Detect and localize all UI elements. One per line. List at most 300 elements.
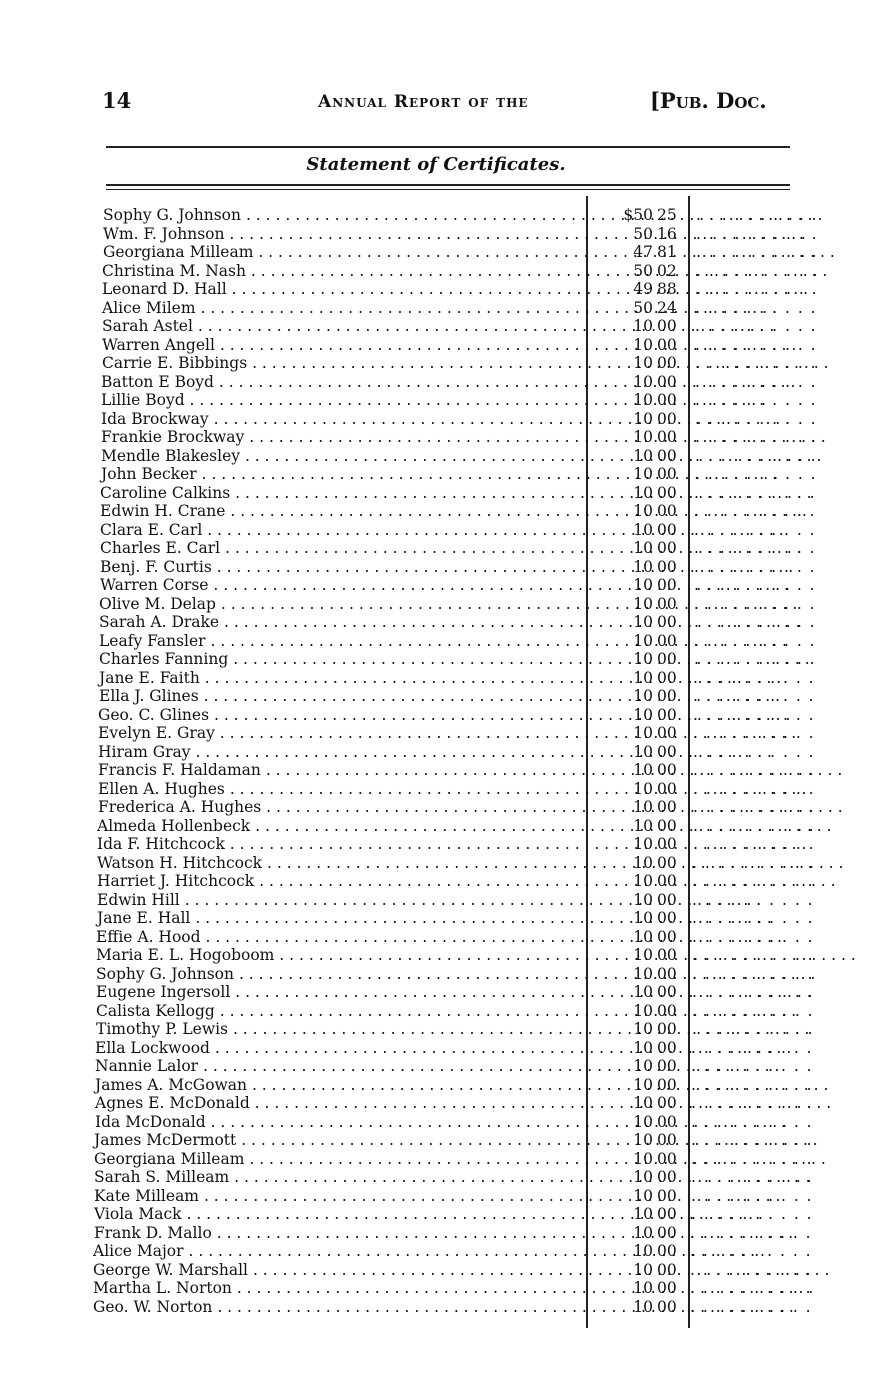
table-row (0, 243, 872, 262)
recipient-name: Hiram Gray . . . (98, 743, 584, 762)
amount-cents: 00 (657, 520, 677, 539)
page-header (0, 88, 872, 120)
table-row (0, 1094, 872, 1113)
amount-cents: 00 (657, 1038, 677, 1057)
recipient-name: Kate Milleam . . . (94, 1187, 584, 1206)
recipient-name: Frank D. Mallo . . . (94, 1224, 584, 1243)
double-rule-bottom (106, 189, 790, 190)
amount-cents: 00 (657, 1001, 677, 1020)
table-row (0, 410, 872, 429)
amount-cents: 00 (657, 687, 677, 705)
recipient-name: Timothy P. Lewis . . . (96, 1020, 584, 1039)
leader-dots: . . . . . . . . . . (693, 742, 816, 761)
amount-dollars: 10 (633, 1242, 653, 1260)
table-row (0, 761, 872, 780)
recipient-name: Sarah S. Milleam . . . (94, 1168, 584, 1187)
recipient-name: Mendle Blakesley . . . (101, 447, 585, 466)
table-row (0, 817, 872, 836)
amount-cents: 00 (657, 446, 677, 465)
leader-dots: . . . . . . . . . . (695, 428, 818, 446)
leader-dots: . . . . . . . . . . (694, 483, 817, 502)
table-row (0, 798, 872, 817)
leader-dots: . . . . . . . . . . (696, 261, 819, 280)
table-row (0, 1150, 872, 1169)
amount-dollars: 10 (633, 872, 653, 890)
amount-cents: 00 (657, 705, 677, 724)
recipient-name: Sarah A. Drake . . . (99, 613, 585, 632)
table-row (0, 1242, 872, 1261)
recipient-name: Jane E. Hall . . . (97, 909, 584, 928)
leader-dots: . . . . . . . . . . (692, 983, 815, 1001)
recipient-name: Martha L. Norton . . . (93, 1279, 584, 1298)
leader-dots: . . . . . . . . . . (693, 668, 816, 687)
table-row (0, 576, 872, 595)
amount-cents: 00 (657, 1094, 677, 1112)
amount-cents: 00 (657, 798, 677, 816)
amount-dollars: 10 (633, 354, 653, 372)
recipient-name: Lillie Boyd . . . (101, 391, 585, 410)
amount-dollars: 10 (633, 964, 653, 983)
table-row (0, 1279, 872, 1298)
recipient-name: Charles E. Carl . . . (100, 539, 585, 558)
recipient-name: Harriet J. Hitchcock . . . (97, 872, 584, 891)
table-row (0, 354, 872, 373)
amount-cents: 00 (657, 909, 677, 927)
recipient-name: Nannie Lalor . . . (95, 1057, 584, 1076)
amount-cents: 00 (657, 372, 677, 391)
leader-dots: . . . . . . . . . . (690, 1279, 813, 1297)
table-row (0, 928, 872, 947)
recipient-name: Frankie Brockway . . . (101, 428, 585, 447)
table-row (0, 558, 872, 577)
running-title: Annual Report of the (318, 92, 529, 112)
leader-dots: . . . . . . . . . . (693, 687, 816, 705)
recipient-name: Carrie E. Bibbings . . . (102, 354, 585, 373)
amount-cents: 00 (657, 354, 677, 372)
recipient-name: Sarah Astel . . . (102, 317, 585, 336)
amount-dollars: 10 (633, 557, 653, 576)
recipient-name: Alice Major . . . (93, 1242, 584, 1261)
recipient-name: Geo. C. Glines . . . (98, 706, 584, 725)
amount-cents: 00 (657, 502, 677, 520)
amount-dollars: 10 (633, 613, 653, 631)
section-title: Statement of Certificates. (306, 154, 566, 175)
amount-cents: 00 (657, 946, 677, 964)
table-row (0, 650, 872, 669)
table-row (0, 687, 872, 706)
amount-dollars: 10 (633, 372, 653, 391)
leader-dots: . . . . . . . . . . (696, 224, 819, 243)
amount-cents: 00 (657, 742, 677, 761)
table-row (0, 891, 872, 910)
amount-dollars: 10 (633, 446, 653, 465)
amount-cents: 00 (657, 1057, 677, 1075)
table-row (0, 280, 872, 299)
amount-dollars: 10 (633, 465, 653, 483)
amount-dollars: 10 (633, 798, 653, 816)
recipient-name: Francis F. Haldaman . . . (98, 761, 584, 780)
amount-cents: 00 (657, 391, 677, 409)
leader-dots: . . . . . . . . . . (695, 335, 818, 354)
amount-dollars: 10 (633, 1038, 653, 1057)
recipient-name: Warren Corse . . . (100, 576, 585, 595)
amount-dollars: 10 (633, 1297, 653, 1316)
table-row (0, 1020, 872, 1039)
amount-dollars: 10 (633, 742, 653, 761)
amount-cents: 00 (657, 1168, 677, 1186)
recipient-name: Effie A. Hood . . . (96, 928, 584, 947)
leader-dots: . . . . . . . . . . (696, 280, 819, 298)
recipient-name: Georgiana Milleam . . . (103, 243, 585, 262)
recipient-name: Ella Lockwood . . . (95, 1039, 584, 1058)
amount-dollars: 10 (633, 650, 653, 668)
amount-cents: 00 (657, 1242, 677, 1260)
table-row (0, 1298, 872, 1317)
recipient-name: Clara E. Carl . . . (100, 521, 585, 540)
amount-cents: 00 (657, 983, 677, 1001)
amount-cents: 00 (657, 594, 677, 613)
table-row (0, 336, 872, 355)
amount-cents: 00 (657, 1131, 677, 1149)
leader-dots: . . . . . . . . . . (691, 1168, 814, 1186)
leader-dots: . . . . . . . . . . (692, 946, 815, 964)
amount-dollars: 10 (633, 779, 653, 798)
table-row (0, 1205, 872, 1224)
leader-dots: . . . . . . . . . . (692, 853, 815, 872)
amount-cents: 00 (657, 835, 677, 853)
table-row (0, 447, 872, 466)
amount-cents: 00 (657, 613, 677, 631)
recipient-name: James McDermott . . . (94, 1131, 584, 1150)
amount-dollars: 10 (633, 1205, 653, 1223)
table-row (0, 484, 872, 503)
table-row (0, 835, 872, 854)
document-label: [Pub. Doc. (650, 88, 767, 113)
leader-dots: . . . . . . . . . . (692, 872, 815, 890)
table-row (0, 595, 872, 614)
table-row (0, 206, 872, 225)
leader-dots: . . . . . . . . . . (693, 761, 816, 779)
recipient-name: Frederica A. Hughes . . . (98, 798, 584, 817)
page-number: 14 (102, 88, 132, 113)
amount-dollars: 10 (633, 1112, 653, 1131)
table-row (0, 225, 872, 244)
recipient-name: Benj. F. Curtis . . . (100, 558, 585, 577)
leader-dots: . . . . . . . . . . (691, 1205, 814, 1223)
leader-dots: . . . . . . . . . . (691, 1149, 814, 1168)
recipient-name: Olive M. Delap . . . (99, 595, 585, 614)
amount-dollars: 10 (633, 687, 653, 705)
recipient-name: Leonard D. Hall . . . (102, 280, 585, 299)
amount-cents: 81 (657, 243, 677, 261)
recipient-name: John Becker . . . (101, 465, 585, 484)
amount-dollars: 10 (633, 1260, 653, 1279)
amount-cents: 00 (657, 483, 677, 502)
amount-dollars: 10 (633, 761, 653, 779)
amount-cents: 88 (657, 280, 677, 298)
amount-dollars: 10 (633, 335, 653, 354)
leader-dots: . . . . . . . . . . (694, 650, 817, 668)
table-row (0, 1057, 872, 1076)
amount-cents: 25 (657, 206, 677, 224)
amount-cents: 00 (657, 576, 677, 594)
table-row (0, 743, 872, 762)
leader-dots: . . . . . . . . . . (693, 705, 816, 724)
leader-dots: . . . . . . . . . . (694, 613, 817, 631)
table-row (0, 965, 872, 984)
double-rule-top (106, 184, 790, 186)
amount-cents: 00 (657, 409, 677, 428)
amount-dollars: 10 (633, 1001, 653, 1020)
table-row (0, 613, 872, 632)
amount-cents: 00 (657, 724, 677, 742)
leader-dots: . . . . . . . . . . (691, 1038, 814, 1057)
recipient-name: Ida Brockway . . . (101, 410, 585, 429)
amount-cents: 00 (657, 650, 677, 668)
table-row (0, 1131, 872, 1150)
recipient-name: George W. Marshall . . . (93, 1261, 584, 1280)
table-row (0, 1039, 872, 1058)
amount-dollars: 10 (633, 428, 653, 446)
amount-cents: 00 (657, 816, 677, 835)
amount-dollars: $50 (623, 206, 653, 224)
amount-dollars: 10 (633, 909, 653, 927)
leader-dots: . . . . . . . . . . (691, 1112, 814, 1131)
table-row (0, 1261, 872, 1280)
leader-dots: . . . . . . . . . . (696, 206, 819, 224)
leader-dots: . . . . . . . . . . (693, 816, 816, 835)
amount-dollars: 10 (633, 1279, 653, 1297)
table-row (0, 706, 872, 725)
table-row (0, 1224, 872, 1243)
recipient-name: Ellen A. Hughes . . . (98, 780, 584, 799)
leader-dots: . . . . . . . . . . (694, 502, 817, 520)
amount-cents: 00 (657, 853, 677, 872)
leader-dots: . . . . . . . . . . (695, 298, 818, 317)
recipient-name: Watson H. Hitchcock . . . (97, 854, 584, 873)
table-row (0, 724, 872, 743)
amount-cents: 00 (657, 465, 677, 483)
leader-dots: . . . . . . . . . . (693, 798, 816, 816)
amount-dollars: 50 (633, 261, 653, 280)
amount-dollars: 10 (633, 1131, 653, 1149)
amount-dollars: 10 (633, 1149, 653, 1168)
recipient-name: Warren Angell . . . (102, 336, 585, 355)
leader-dots: . . . . . . . . . . (690, 1297, 813, 1316)
leader-dots: . . . . . . . . . . (696, 243, 819, 261)
recipient-name: Agnes E. McDonald . . . (95, 1094, 584, 1113)
amount-cents: 00 (657, 668, 677, 687)
recipient-name: Alice Milem . . . (102, 299, 585, 318)
leader-dots: . . . . . . . . . . (691, 1131, 814, 1149)
recipient-name: Ida McDonald . . . (95, 1113, 584, 1132)
amount-dollars: 50 (633, 224, 653, 243)
amount-dollars: 10 (633, 1223, 653, 1242)
amount-cents: 02 (657, 261, 677, 280)
amount-cents: 00 (657, 872, 677, 890)
recipient-name: Maria E. L. Hogoboom . . . (96, 946, 584, 965)
amount-dollars: 10 (633, 724, 653, 742)
leader-dots: . . . . . . . . . . (695, 391, 818, 409)
table-row (0, 780, 872, 799)
amount-dollars: 10 (633, 927, 653, 946)
amount-cents: 00 (657, 335, 677, 354)
table-row (0, 983, 872, 1002)
recipient-name: Almeda Hollenbeck . . . (97, 817, 584, 836)
recipient-name: Batton E Boyd . . . (101, 373, 585, 392)
leader-dots: . . . . . . . . . . (695, 317, 818, 335)
amount-cents: 00 (657, 1205, 677, 1223)
table-row (0, 465, 872, 484)
amount-dollars: 10 (633, 520, 653, 539)
amount-cents: 00 (657, 890, 677, 909)
amount-cents: 00 (657, 964, 677, 983)
leader-dots: . . . . . . . . . . (694, 576, 817, 594)
leader-dots: . . . . . . . . . . (693, 779, 816, 798)
amount-dollars: 10 (633, 946, 653, 964)
amount-dollars: 10 (633, 409, 653, 428)
leader-dots: . . . . . . . . . . (690, 1260, 813, 1279)
table-row (0, 1113, 872, 1132)
amount-cents: 00 (657, 1297, 677, 1316)
leader-dots: . . . . . . . . . . (691, 1186, 814, 1205)
amount-dollars: 10 (633, 1186, 653, 1205)
table-row (0, 428, 872, 447)
leader-dots: . . . . . . . . . . (695, 372, 818, 391)
leader-dots: . . . . . . . . . . (695, 354, 818, 372)
amount-dollars: 10 (633, 576, 653, 594)
amount-cents: 24 (657, 298, 677, 317)
amount-dollars: 10 (633, 502, 653, 520)
amount-cents: 00 (657, 631, 677, 650)
amount-dollars: 10 (633, 631, 653, 650)
table-row (0, 909, 872, 928)
amount-dollars: 10 (633, 983, 653, 1001)
amount-dollars: 47 (633, 243, 653, 261)
leader-dots: . . . . . . . . . . (694, 539, 817, 557)
leader-dots: . . . . . . . . . . (691, 1094, 814, 1112)
amount-dollars: 10 (633, 539, 653, 557)
table-row (0, 632, 872, 651)
leader-dots: . . . . . . . . . . (695, 409, 818, 428)
recipient-name: Calista Kellogg . . . (96, 1002, 584, 1021)
recipient-name: Christina M. Nash . . . (102, 262, 585, 281)
recipient-name: Sophy G. Johnson . . . (103, 206, 585, 225)
leader-dots: . . . . . . . . . . (694, 594, 817, 613)
leader-dots: . . . . . . . . . . (694, 631, 817, 650)
leader-dots: . . . . . . . . . . (692, 1020, 815, 1038)
leader-dots: . . . . . . . . . . (691, 1075, 814, 1094)
amount-cents: 00 (657, 1279, 677, 1297)
table-row (0, 854, 872, 873)
amount-cents: 00 (657, 428, 677, 446)
amount-dollars: 10 (633, 816, 653, 835)
table-row (0, 539, 872, 558)
amount-cents: 00 (657, 1149, 677, 1168)
amount-dollars: 10 (633, 890, 653, 909)
leader-dots: . . . . . . . . . . (693, 724, 816, 742)
amount-cents: 00 (657, 1020, 677, 1038)
amount-dollars: 10 (633, 483, 653, 502)
amount-dollars: 10 (633, 1094, 653, 1112)
amount-dollars: 10 (633, 668, 653, 687)
recipient-name: Geo. W. Norton . . . (93, 1298, 584, 1317)
leader-dots: . . . . . . . . . . (693, 835, 816, 853)
amount-dollars: 10 (633, 317, 653, 335)
amount-cents: 16 (657, 224, 677, 243)
amount-cents: 00 (657, 1075, 677, 1094)
table-row (0, 299, 872, 318)
amount-dollars: 10 (633, 1075, 653, 1094)
table-row (0, 502, 872, 521)
table-row (0, 946, 872, 965)
amount-cents: 00 (657, 1112, 677, 1131)
leader-dots: . . . . . . . . . . (692, 909, 815, 927)
amount-dollars: 10 (633, 1168, 653, 1186)
table-row (0, 1168, 872, 1187)
leader-dots: . . . . . . . . . . (692, 927, 815, 946)
recipient-name: Edwin Hill . . . (97, 891, 584, 910)
leader-dots: . . . . . . . . . . (690, 1242, 813, 1260)
amount-cents: 00 (657, 317, 677, 335)
amount-cents: 00 (657, 1186, 677, 1205)
amount-dollars: 10 (633, 853, 653, 872)
table-row (0, 1187, 872, 1206)
table-row (0, 317, 872, 336)
recipient-name: James A. McGowan . . . (95, 1076, 584, 1095)
recipient-name: Caroline Calkins . . . (100, 484, 585, 503)
recipient-name: Edwin H. Crane . . . (100, 502, 585, 521)
leader-dots: . . . . . . . . . . (691, 1057, 814, 1075)
recipient-name: Sophy G. Johnson . . . (96, 965, 584, 984)
amount-dollars: 10 (633, 1020, 653, 1038)
amount-dollars: 50 (633, 298, 653, 317)
table-row (0, 391, 872, 410)
amount-cents: 00 (657, 761, 677, 779)
amount-cents: 00 (657, 927, 677, 946)
amount-dollars: 10 (633, 1057, 653, 1075)
table-row (0, 669, 872, 688)
recipient-name: Evelyn E. Gray . . . (98, 724, 584, 743)
recipient-name: Wm. F. Johnson . . . (103, 225, 585, 244)
recipient-name: Eugene Ingersoll . . . (96, 983, 584, 1002)
leader-dots: . . . . . . . . . . (692, 964, 815, 983)
header-rule (106, 146, 790, 148)
recipient-name: Ella J. Glines . . . (99, 687, 584, 706)
leader-dots: . . . . . . . . . . (695, 446, 818, 465)
table-row (0, 1002, 872, 1021)
amount-dollars: 10 (633, 835, 653, 853)
table-row (0, 872, 872, 891)
amount-dollars: 10 (633, 705, 653, 724)
leader-dots: . . . . . . . . . . (694, 557, 817, 576)
table-row (0, 521, 872, 540)
leader-dots: . . . . . . . . . . (692, 1001, 815, 1020)
leader-dots: . . . . . . . . . . (694, 520, 817, 539)
leader-dots: . . . . . . . . . . (690, 1223, 813, 1242)
amount-cents: 00 (657, 1223, 677, 1242)
amount-dollars: 10 (633, 594, 653, 613)
amount-cents: 00 (657, 1260, 677, 1279)
amount-dollars: 49 (633, 280, 653, 298)
recipient-name: Ida F. Hitchcock . . . (97, 835, 584, 854)
recipient-name: Leafy Fansler . . . (99, 632, 585, 651)
table-row (0, 262, 872, 281)
amount-cents: 00 (657, 557, 677, 576)
recipient-name: Georgiana Milleam . . . (94, 1150, 584, 1169)
table-row (0, 1076, 872, 1095)
amount-cents: 00 (657, 539, 677, 557)
